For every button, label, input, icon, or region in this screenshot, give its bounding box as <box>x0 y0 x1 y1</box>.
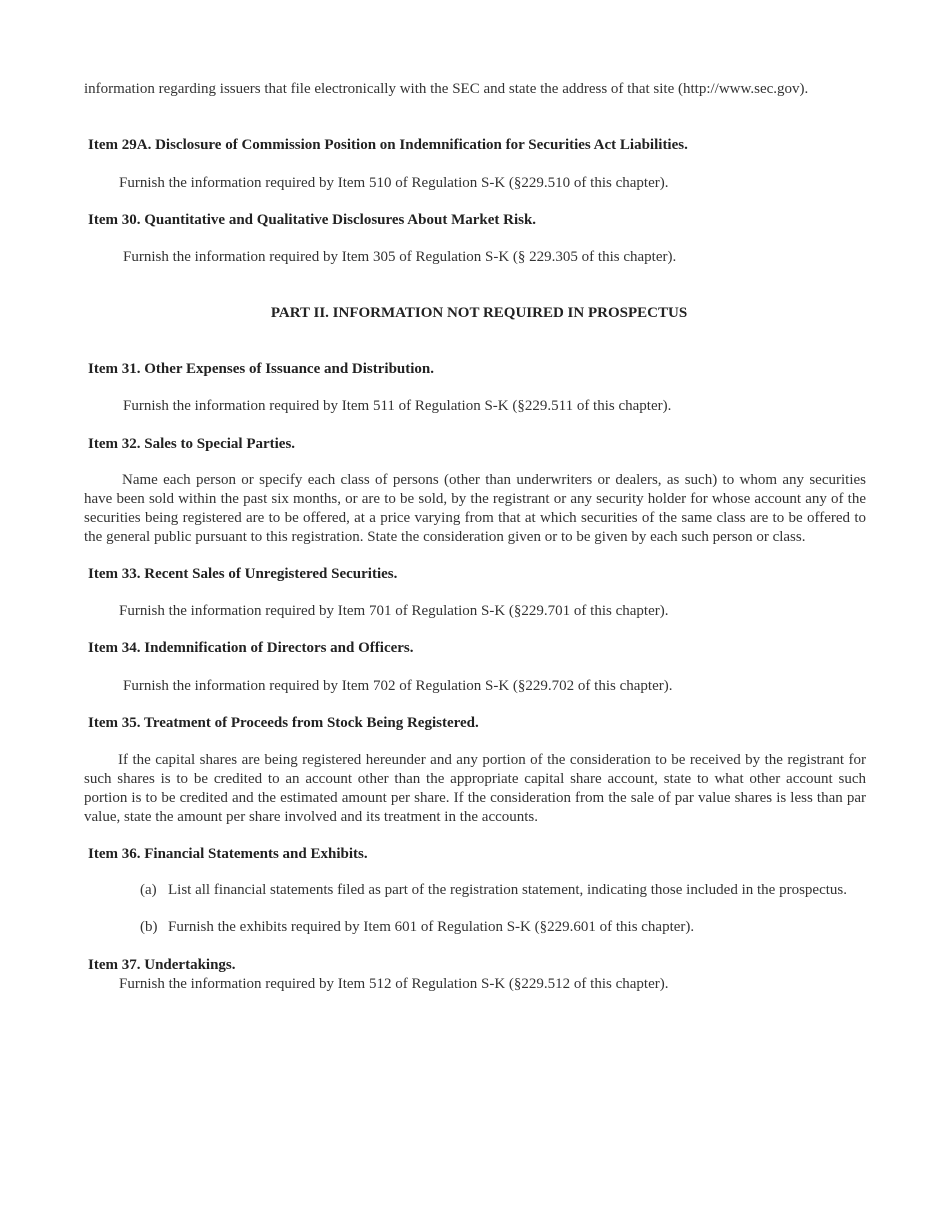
item-31-heading: Item 31. Other Expenses of Issuance and Distribution. <box>88 361 435 377</box>
item-35-heading: Item 35. Treatment of Proceeds from Stock Being Registered. <box>88 715 479 731</box>
item-29a-text: Furnish the information required by Item 510 of Regulation S-K (§229.510 of this chapter). <box>119 175 669 191</box>
item-30-text: Furnish the information required by Item 305 of Regulation S-K (§ 229.305 of this chapter). <box>123 249 677 265</box>
item-30-heading: Item 30. Quantitative and Qualitative Disclosures About Market Risk. <box>88 212 537 228</box>
item-32-text: Name each person or specify each class of persons (other than underwriters or dealers, as such) to whom any securities have been sold within the past six months, or are to be sold, by the registrant or any security holder for whose account any of the securities being registered are to be offered, at a price varying from that at which securities of the same class are to be offered to the general public pursuant to this registration. State the consideration given or to be given by each such person or class. <box>84 472 866 545</box>
item-37-text: Furnish the information required by Item 512 of Regulation S-K (§229.512 of this chapter). <box>119 976 669 992</box>
item-33-text: Furnish the information required by Item 701 of Regulation S-K (§229.701 of this chapter). <box>119 603 669 619</box>
item-36-heading: Item 36. Financial Statements and Exhibits. <box>88 846 368 862</box>
item-33-heading: Item 33. Recent Sales of Unregistered Securities. <box>88 566 398 582</box>
list-marker-b: (b) <box>140 919 158 935</box>
item-34-text: Furnish the information required by Item 702 of Regulation S-K (§229.702 of this chapter). <box>123 678 673 694</box>
item-32-heading: Item 32. Sales to Special Parties. <box>88 436 296 452</box>
continuation-paragraph: information regarding issuers that file electronically with the SEC and state the address of that site (http://www.sec.gov). <box>84 81 809 97</box>
list-text-a: List all financial statements filed as part of the registration statement, indicating those included in the prospectus. <box>168 882 847 898</box>
item-34-heading: Item 34. Indemnification of Directors and Officers. <box>88 640 414 656</box>
list-marker-a: (a) <box>140 882 157 898</box>
list-text-b: Furnish the exhibits required by Item 601 of Regulation S-K (§229.601 of this chapter). <box>168 919 695 935</box>
item-31-text: Furnish the information required by Item 511 of Regulation S-K (§229.511 of this chapter). <box>123 398 672 414</box>
item-29a-heading: Item 29A. Disclosure of Commission Position on Indemnification for Securities Act Liabilities. <box>88 137 688 153</box>
item-37-heading: Item 37. Undertakings. <box>88 957 236 973</box>
item-35-text: If the capital shares are being registered hereunder and any portion of the consideration to be received by the registrant for such shares is to be credited to an account other than the appropriate capital share account, state to what other account such portion is to be credited and the estimated amount per share. If the consideration from the sale of par value shares is less than par value, state the amount per share involved and its treatment in the accounts. <box>84 752 866 825</box>
part-ii-heading: PART II. INFORMATION NOT REQUIRED IN PROSPECTUS <box>270 305 688 321</box>
item-36-list-item-a <box>140 881 847 900</box>
item-36-list-item-b <box>140 918 694 937</box>
